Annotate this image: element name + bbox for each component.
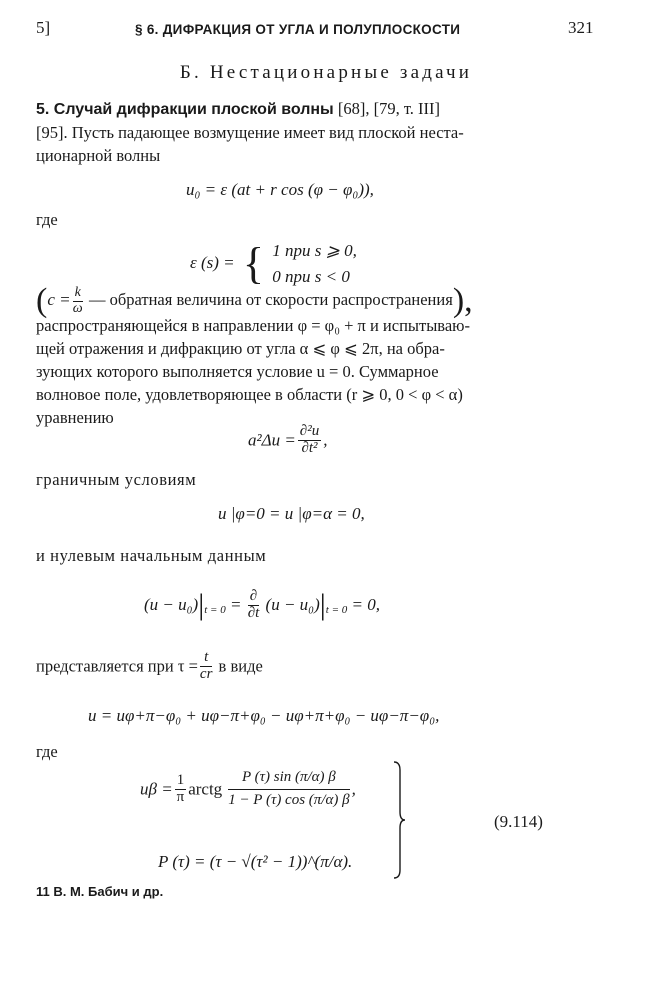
fraction-denominator: ∂t [247, 604, 260, 621]
equation-boundary: u |φ=0 = u |φ=α = 0, [218, 504, 365, 523]
right-paren-icon: ), [452, 282, 473, 319]
equation-incident-wave: u₀ = ε (at + r cos (φ − φ₀)), [186, 180, 374, 199]
intro-line-1: [68], [79, т. III] [333, 99, 441, 118]
text-representation [36, 650, 263, 683]
fraction-denominator: 1 − P (τ) cos (π/α) β [228, 791, 350, 808]
fraction-numerator: P (τ) sin (π/α) β [228, 770, 349, 790]
eq5-tail: = 0, [347, 595, 380, 614]
equation-total-field: u = uφ+π−φ₀ + uφ−π+φ₀ − uφ+π+φ₀ − uφ−π−φ₀, [88, 706, 440, 725]
equation-p-tau: P (τ) = (τ − √(τ² − 1))^(π/α). [158, 852, 353, 871]
eq5-sub-2: t = 0 [325, 603, 348, 616]
fraction-numerator: ∂²u [299, 423, 320, 439]
eq7-tail: , [351, 779, 356, 799]
paragraph-intro [36, 97, 616, 167]
fraction-numerator: 1 [176, 772, 185, 788]
fraction-arctg-argument [228, 770, 349, 809]
evaluation-bar-icon: | [319, 588, 326, 621]
text-where-1: где [36, 210, 58, 229]
running-header-title: § 6. ДИФРАКЦИЯ ОТ УГЛА И ПОЛУПЛОСКОСТИ [135, 22, 461, 37]
equation-wave [248, 424, 327, 457]
eq5-left: (u − u₀) [144, 595, 199, 614]
intro-line-3: ционарной волны [36, 146, 161, 165]
fraction-one-over-pi [175, 773, 187, 806]
fraction-d2u-dt2 [298, 424, 321, 457]
left-paren-icon: ( [36, 282, 48, 319]
equation-number: (9.114) [494, 812, 543, 831]
text-initial-conditions: и нулевым начальным данным [36, 546, 267, 565]
repr-after: в виде [214, 656, 263, 676]
evaluation-bar-icon: | [198, 588, 205, 621]
section-title: Б. Нестационарные задачи [179, 62, 473, 83]
description-line-6: уравнению [36, 408, 114, 427]
paragraph-description [36, 284, 616, 429]
text-boundary-conditions: граничным условиям [36, 470, 197, 489]
fraction-denominator: ∂t² [301, 439, 318, 456]
section-marker: 5] [36, 18, 51, 37]
eq3-tail: , [323, 430, 328, 450]
fraction-numerator: k [74, 284, 81, 300]
description-line-2: распространяющейся в направлении φ = φ₀ + π и испытываю- [36, 316, 470, 335]
fraction-denominator: cr [199, 665, 213, 682]
brace-icon: { [242, 239, 264, 288]
text-where-2: где [36, 742, 58, 761]
eq5-sub-1: t = 0 [204, 603, 226, 616]
equation-initial-data [144, 588, 380, 622]
description-line-4: зующих которого выполняется условие u = 0. Суммарное [36, 362, 439, 381]
footer-signature: 11 В. М. Бабич и др. [36, 884, 164, 899]
arctg-label: arctg [188, 779, 223, 799]
description-line-3: щей отражения и дифракцию от угла α ⩽ φ ⩽ 2π, на обра- [36, 339, 445, 358]
repr-before: представляется при τ = [36, 656, 198, 676]
description-line-5: волновое поле, удовлетворяющее в области (r ⩾ 0, 0 < φ < α) [36, 385, 463, 404]
eq2-case-2: 0 при s < 0 [272, 267, 350, 286]
c-definition-text: — обратная величина от скорости распространения [84, 289, 453, 309]
system-brace-icon [392, 760, 406, 880]
fraction-d-dt [248, 589, 260, 622]
eq2-case-1: 1 при s ⩾ 0, [272, 241, 357, 260]
fraction-t-cr [200, 650, 213, 683]
fraction-denominator: ω [72, 300, 83, 316]
fraction-numerator: t [200, 650, 213, 667]
eq5-right: (u − u₀) [261, 595, 320, 614]
fraction-k-omega [73, 286, 83, 316]
eq3-lhs: a²Δu = [248, 430, 296, 450]
eq5-equals: = [225, 595, 246, 614]
eq2-lhs: ε (s) = [190, 253, 235, 272]
page-number: 321 [568, 18, 594, 37]
fraction-denominator: π [176, 788, 185, 805]
fraction-numerator: ∂ [248, 589, 260, 606]
eq7-lhs: uβ = [140, 779, 173, 799]
equation-u-beta [140, 770, 356, 809]
subsection-heading: 5. Случай дифракции плоской волны [36, 101, 334, 118]
intro-line-2: [95]. Пусть падающее возмущение имеет вид плоской неста- [36, 123, 464, 142]
equation-step-function [190, 238, 357, 290]
c-definition-lhs: c = [47, 289, 71, 309]
